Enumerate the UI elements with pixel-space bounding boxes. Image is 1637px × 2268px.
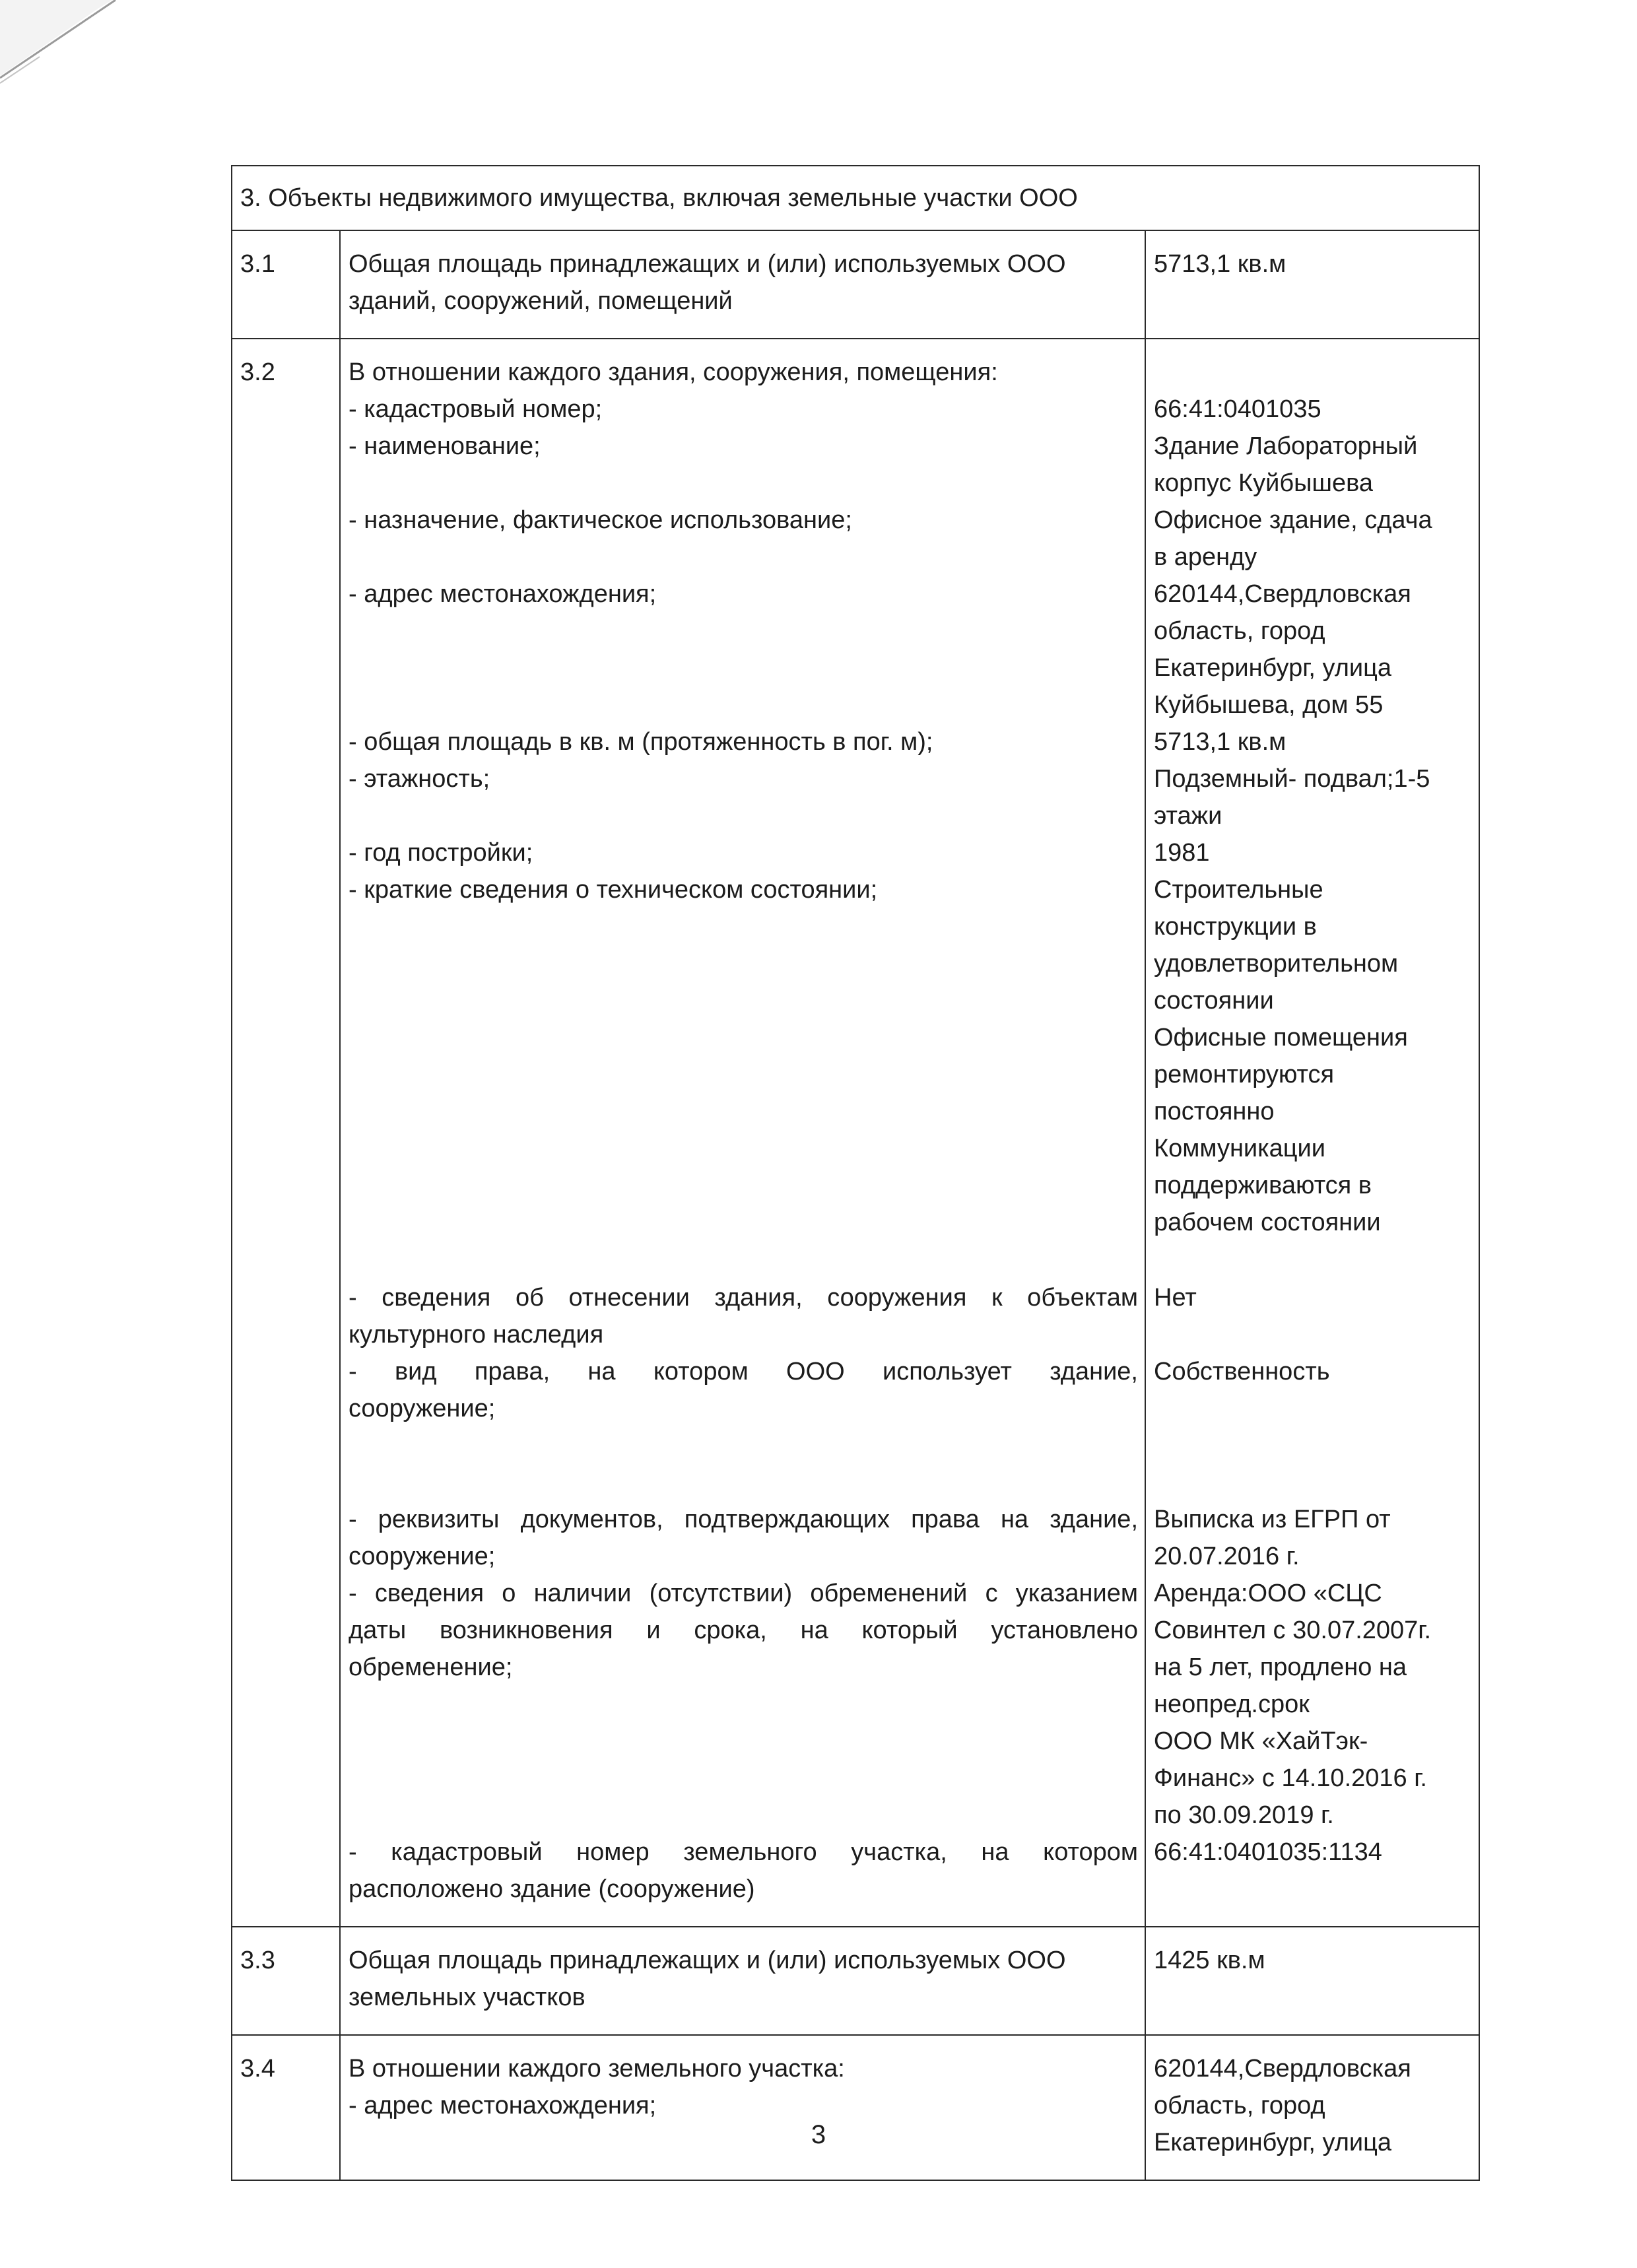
address-value: Екатеринбург, улица bbox=[1154, 654, 1391, 682]
name-value: Здание Лабораторный bbox=[1154, 432, 1418, 460]
section-title: 3. Объекты недвижимого имущества, включая земельные участки ООО bbox=[232, 166, 1479, 230]
tech-value: удовлетворительном bbox=[1154, 950, 1399, 978]
encumbrance-value: Финанс» с 14.10.2016 г. bbox=[1154, 1764, 1427, 1792]
encumbrance-label: обременение; bbox=[349, 1653, 513, 1681]
right-label: - вид права, на котором ООО использует здание, bbox=[349, 1358, 1138, 1385]
encumbrance-value: Совинтел с 30.07.2007г. bbox=[1154, 1617, 1432, 1644]
land-address-value: Екатеринбург, улица bbox=[1154, 2129, 1391, 2156]
description-line: Общая площадь принадлежащих и (или) используемых ООО bbox=[349, 250, 1066, 278]
address-label: - адрес местонахождения; bbox=[349, 580, 657, 608]
right-value: Собственность bbox=[1154, 1358, 1330, 1385]
tech-value: рабочем состоянии bbox=[1154, 1209, 1381, 1236]
year-value: 1981 bbox=[1154, 839, 1210, 867]
row-number: 3.2 bbox=[232, 339, 340, 1927]
docs-value: 20.07.2016 г. bbox=[1154, 1543, 1300, 1570]
encumbrance-label: - сведения о наличии (отсутствии) обременений с указанием bbox=[349, 1580, 1138, 1607]
encumbrance-value: по 30.09.2019 г. bbox=[1154, 1801, 1334, 1829]
row-value: 1425 кв.м bbox=[1145, 1927, 1479, 2035]
description-line: земельных участков bbox=[349, 1984, 585, 2011]
row-value bbox=[1145, 2035, 1479, 2180]
row-number: 3.4 bbox=[232, 2035, 340, 2180]
row-number: 3.3 bbox=[232, 1927, 340, 2035]
row-description bbox=[340, 339, 1145, 1927]
building-intro: В отношении каждого здания, сооружения, помещения: bbox=[349, 358, 998, 386]
encumbrance-value: ООО МК «ХайТэк- bbox=[1154, 1727, 1368, 1755]
tech-value: Коммуникации bbox=[1154, 1135, 1325, 1162]
purpose-value: в аренду bbox=[1154, 543, 1257, 571]
year-label: - год постройки; bbox=[349, 839, 533, 867]
tech-label: - краткие сведения о техническом состоянии; bbox=[349, 876, 878, 904]
tech-value: постоянно bbox=[1154, 1098, 1275, 1125]
name-value: корпус Куйбышева bbox=[1154, 469, 1373, 497]
cadastral-label: - кадастровый номер; bbox=[349, 395, 603, 423]
cadastral-value: 66:41:0401035 bbox=[1154, 395, 1321, 423]
land-address-label: - адрес местонахождения; bbox=[349, 2092, 657, 2119]
land-address-value: 620144,Свердловская bbox=[1154, 2055, 1411, 2083]
heritage-value: Нет bbox=[1154, 1284, 1197, 1312]
page-number: 3 bbox=[811, 2120, 826, 2149]
scan-fold-mark bbox=[0, 0, 132, 92]
purpose-label: - назначение, фактическое использование; bbox=[349, 506, 852, 534]
address-value: область, город bbox=[1154, 617, 1325, 645]
purpose-value: Офисное здание, сдача bbox=[1154, 506, 1432, 534]
heritage-label: культурного наследия bbox=[349, 1321, 604, 1349]
description-line: Общая площадь принадлежащих и (или) используемых ООО bbox=[349, 1947, 1066, 1974]
property-table bbox=[231, 165, 1480, 2181]
floors-value: этажи bbox=[1154, 802, 1222, 830]
description-line: зданий, сооружений, помещений bbox=[349, 287, 733, 315]
land-intro: В отношении каждого земельного участка: bbox=[349, 2055, 845, 2083]
row-description bbox=[340, 230, 1145, 339]
row-description bbox=[340, 2035, 1145, 2180]
address-value: 620144,Свердловская bbox=[1154, 580, 1411, 608]
area-label: - общая площадь в кв. м (протяженность в пог. м); bbox=[349, 728, 933, 756]
row-value: 5713,1 кв.м bbox=[1145, 230, 1479, 339]
tech-value: ремонтируются bbox=[1154, 1061, 1335, 1088]
encumbrance-label: даты возникновения и срока, на который установлено bbox=[349, 1617, 1138, 1644]
tech-value: поддерживаются в bbox=[1154, 1172, 1372, 1199]
address-value: Куйбышева, дом 55 bbox=[1154, 691, 1384, 719]
tech-value: Офисные помещения bbox=[1154, 1024, 1408, 1051]
docs-label: сооружение; bbox=[349, 1543, 496, 1570]
tech-value: конструкции в bbox=[1154, 913, 1317, 941]
table-row-3-4 bbox=[232, 2035, 1479, 2180]
tech-value: состоянии bbox=[1154, 987, 1274, 1015]
docs-value: Выписка из ЕГРП от bbox=[1154, 1506, 1391, 1533]
row-value bbox=[1145, 339, 1479, 1927]
right-label: сооружение; bbox=[349, 1395, 496, 1422]
land-label: расположено здание (сооружение) bbox=[349, 1875, 755, 1903]
encumbrance-value: на 5 лет, продлено на bbox=[1154, 1653, 1407, 1681]
name-label: - наименование; bbox=[349, 432, 541, 460]
table-row-3-3 bbox=[232, 1927, 1479, 2035]
row-description bbox=[340, 1927, 1145, 2035]
land-label: - кадастровый номер земельного участка, на котором bbox=[349, 1838, 1138, 1866]
heritage-label: - сведения об отнесении здания, сооружения к объектам bbox=[349, 1284, 1138, 1312]
row-number: 3.1 bbox=[232, 230, 340, 339]
floors-value: Подземный- подвал;1-5 bbox=[1154, 765, 1430, 793]
table-row-3-2 bbox=[232, 339, 1479, 1927]
tech-value: Строительные bbox=[1154, 876, 1323, 904]
section-header-row bbox=[232, 166, 1479, 230]
encumbrance-value: Аренда:ООО «СЦС bbox=[1154, 1580, 1382, 1607]
table-row-3-1 bbox=[232, 230, 1479, 339]
floors-label: - этажность; bbox=[349, 765, 490, 793]
area-value: 5713,1 кв.м bbox=[1154, 728, 1286, 756]
docs-label: - реквизиты документов, подтверждающих права на здание, bbox=[349, 1506, 1138, 1533]
land-address-value: область, город bbox=[1154, 2092, 1325, 2119]
land-value: 66:41:0401035:1134 bbox=[1154, 1838, 1382, 1866]
encumbrance-value: неопред.срок bbox=[1154, 1690, 1310, 1718]
